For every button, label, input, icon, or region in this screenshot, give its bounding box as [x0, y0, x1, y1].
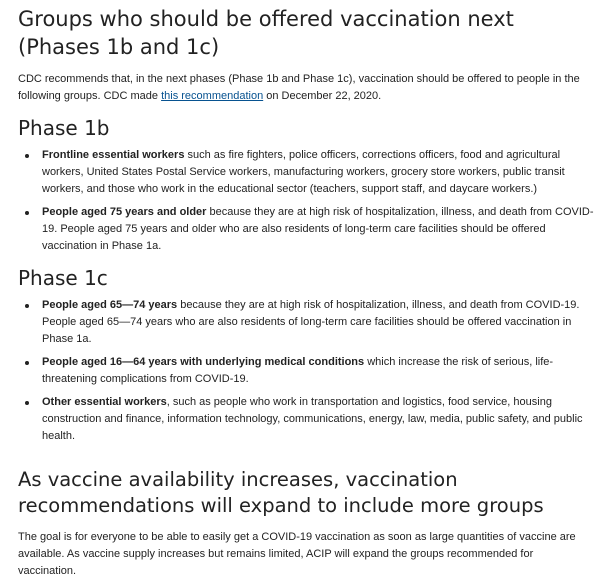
bullet-icon [25, 401, 29, 405]
list-item-text: , such as people who work in transportation and logistics, food service, housing construction and finance, information technology, communications, energy, law, media, public safety, and public health. [42, 396, 583, 442]
phase-1b-list [18, 147, 597, 255]
list-item-bold: Frontline essential workers [42, 149, 185, 161]
list-item-text: because they are at high risk of hospitalization, illness, and death from COVID-19. People aged 75 years and older who are also residents of long-term care facilities should be offered vaccination in Phase 1a. [42, 206, 594, 252]
list-item [42, 147, 597, 198]
list-item-text: such as fire fighters, police officers, corrections officers, food and agricultural workers, United States Postal Service workers, manufacturing workers, grocery store workers, public transit workers, and those who work in the educational sector (teachers, support staff, and daycare workers.) [42, 149, 565, 195]
list-item [42, 204, 597, 255]
list-item-text: which increase the risk of serious, life-threatening complications from COVID-19. [42, 356, 554, 385]
list-item [42, 394, 597, 445]
bullet-icon [25, 211, 29, 215]
availability-paragraph: The goal is for everyone to be able to easily get a COVID-19 vaccination as soon as large quantities of vaccine are available. As vaccine supply increases but remains limited, ACIP will expand the groups recommended for vaccination. [18, 531, 576, 577]
intro-paragraph [18, 71, 588, 105]
phase-1c-list [18, 297, 597, 445]
list-item-bold: Other essential workers [42, 396, 167, 408]
list-item [42, 297, 597, 348]
phase-1b-heading: Phase 1b [18, 116, 110, 140]
intro-text-start: CDC recommends that, in the next phases (Phase 1b and Phase 1c), vaccination should be offered to people in the following groups. CDC made [18, 73, 580, 102]
list-item-bold: People aged 65—74 years [42, 299, 178, 311]
bullet-icon [25, 304, 29, 308]
list-item-text: because they are at high risk of hospitalization, illness, and death from COVID-19. People aged 65—74 years who are also residents of long-term care facilities should be offered vaccination in Phase 1a. [42, 299, 580, 345]
list-item-bold: People aged 75 years and older [42, 206, 207, 218]
intro-text-end: on December 22, 2020. [263, 90, 382, 102]
page-title: Groups who should be offered vaccination next (Phases 1b and 1c) [18, 7, 514, 59]
bullet-icon [25, 154, 29, 158]
availability-heading: As vaccine availability increases, vaccination recommendations will expand to include more groups [18, 468, 544, 517]
recommendation-link[interactable]: this recommendation [161, 90, 264, 102]
list-item-bold: People aged 16—64 years with underlying medical conditions [42, 356, 365, 368]
section-spacer [18, 451, 590, 467]
bullet-icon [25, 361, 29, 365]
list-item [42, 354, 597, 388]
phase-1c-heading: Phase 1c [18, 266, 108, 290]
